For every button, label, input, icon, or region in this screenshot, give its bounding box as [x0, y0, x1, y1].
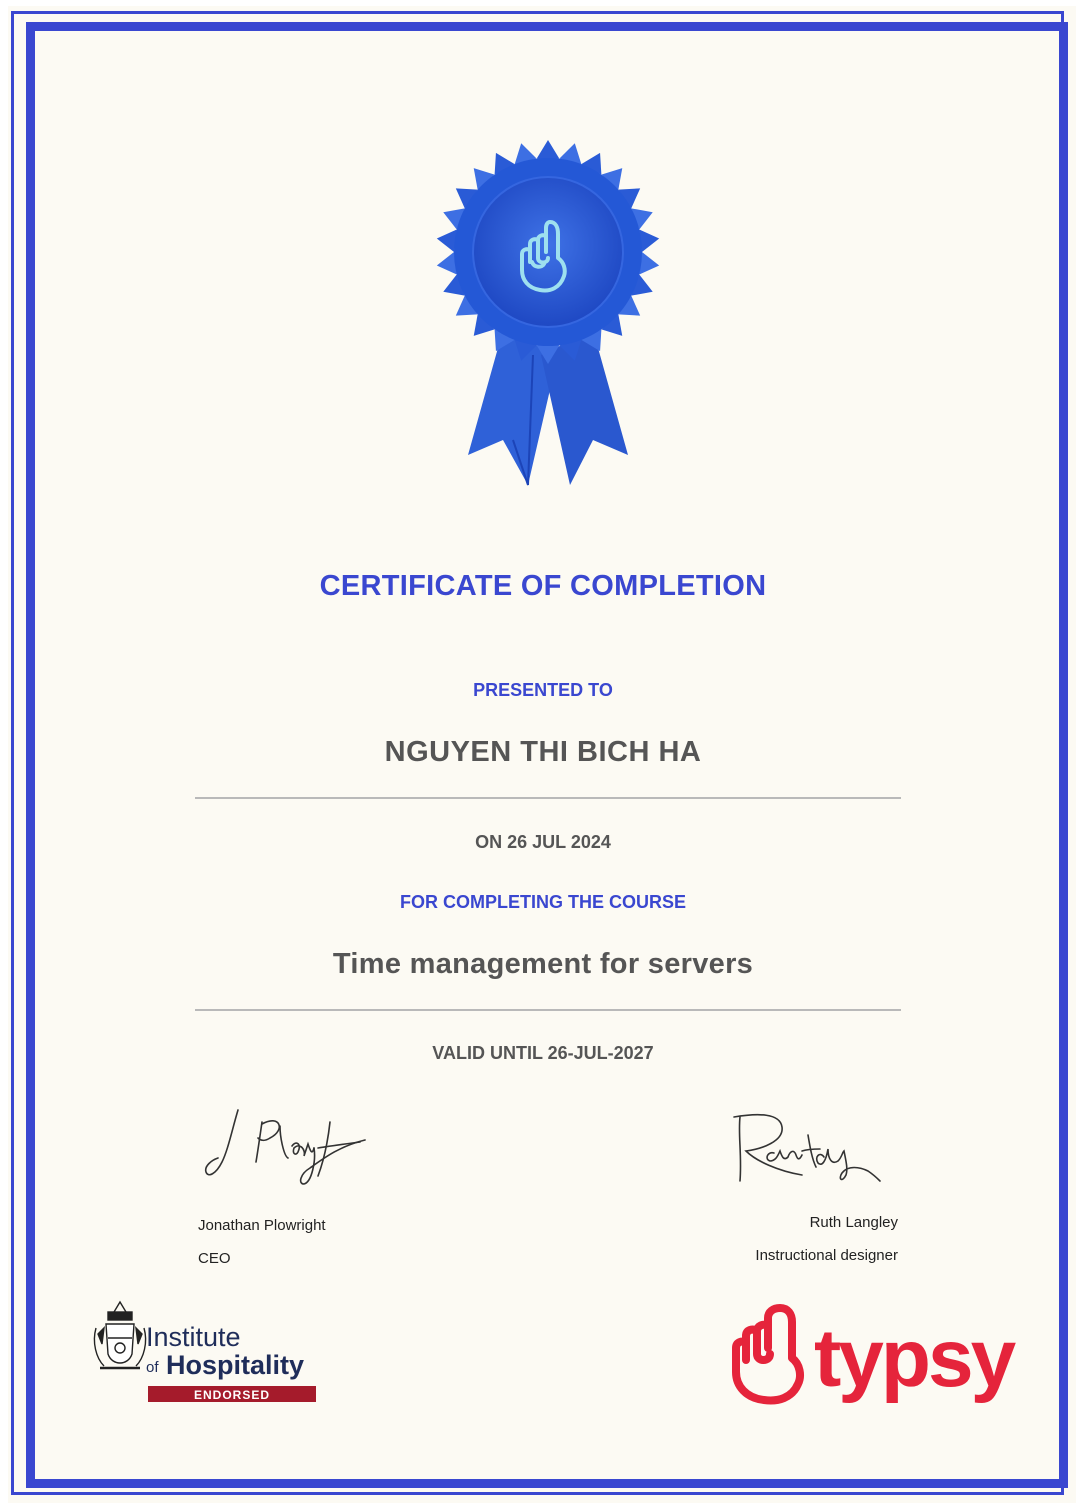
svg-text:Institute: Institute [146, 1322, 241, 1352]
rosette-pleat [437, 252, 457, 274]
rosette-pleat [537, 140, 560, 159]
left-signatory-name: Jonathan Plowright [198, 1217, 326, 1234]
right-signatory-role: Instructional designer [755, 1247, 898, 1264]
left-signatory-role: CEO [198, 1250, 231, 1267]
rosette-pleat [437, 230, 457, 252]
institute-of-hospitality-logo [92, 1298, 322, 1413]
ioh-crest-icon [94, 1302, 145, 1368]
svg-text:typsy: typsy [814, 1313, 1014, 1404]
recipient-divider [195, 797, 901, 799]
presented-to-label: PRESENTED TO [473, 680, 613, 700]
typsy-logo [730, 1300, 1025, 1415]
rosette-pleat [639, 230, 659, 252]
valid-until: VALID UNTIL 26-JUL-2027 [432, 1043, 654, 1063]
completion-date: ON 26 JUL 2024 [475, 832, 611, 852]
course-divider [195, 1009, 901, 1011]
rosette-pleat [639, 252, 659, 274]
signature-right [728, 1105, 888, 1195]
recipient-name: NGUYEN THI BICH HA [384, 736, 702, 768]
certificate-title: CERTIFICATE OF COMPLETION [319, 570, 767, 602]
right-signatory-name: Ruth Langley [809, 1214, 898, 1231]
course-label: FOR COMPLETING THE COURSE [399, 892, 686, 912]
svg-text:Hospitality: Hospitality [166, 1350, 305, 1380]
typsy-hand-icon [736, 1308, 800, 1400]
svg-text:of: of [146, 1359, 159, 1376]
course-name: Time management for servers [332, 948, 754, 980]
award-rosette-icon [433, 140, 663, 490]
signature-left [200, 1100, 375, 1195]
svg-text:ENDORSED: ENDORSED [193, 1388, 271, 1402]
